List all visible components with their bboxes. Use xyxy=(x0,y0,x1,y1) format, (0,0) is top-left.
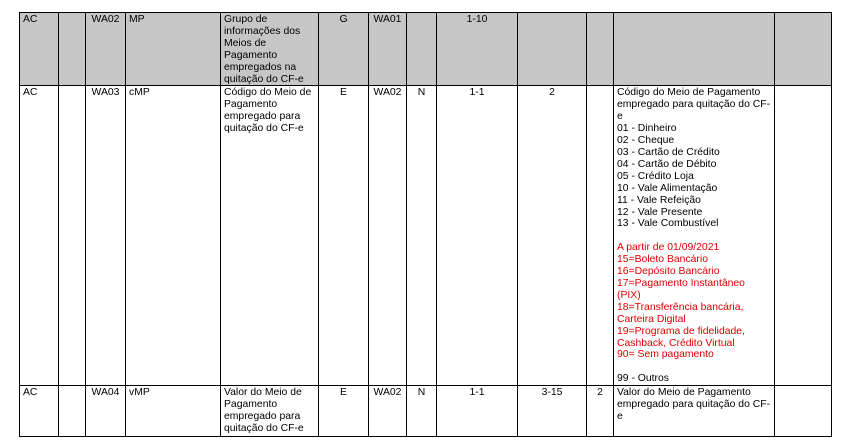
cell-blank xyxy=(59,386,86,437)
cell-observation xyxy=(614,86,775,386)
new-code-item: 19=Programa de fidelidade, Cashback, Crédito Virtual xyxy=(617,325,745,349)
cell-field: vMP xyxy=(126,386,221,437)
new-code-item: 18=Transferência bancária, Carteira Digital xyxy=(617,301,744,325)
cell-extra xyxy=(775,13,832,86)
new-code-item: 15=Boleto Bancário xyxy=(617,254,708,266)
field-spec-table xyxy=(19,12,832,437)
cell-occurrence: 1-1 xyxy=(437,386,518,437)
cell-level: AC xyxy=(20,386,59,437)
code-item: 05 - Crédito Loja xyxy=(617,170,694,182)
cell-level: AC xyxy=(20,13,59,86)
new-codes-header: A partir de 01/09/2021 xyxy=(617,242,720,254)
cell-observation xyxy=(614,13,775,86)
cell-parent: WA02 xyxy=(369,86,407,386)
cell-size: 2 xyxy=(518,86,587,386)
cell-description: Grupo de informações dos Meios de Pagamento empregados na quitação do CF-e xyxy=(221,13,319,86)
code-item: 10 - Vale Alimentação xyxy=(617,182,718,194)
cell-id: WA04 xyxy=(86,386,126,437)
cell-id: WA03 xyxy=(86,86,126,386)
cell-occurrence: 1-1 xyxy=(437,86,518,386)
table-row xyxy=(20,386,832,437)
code-item: 13 - Vale Combustível xyxy=(617,218,719,230)
table-row xyxy=(20,86,832,386)
cell-element: E xyxy=(319,386,369,437)
cell-size: 3-15 xyxy=(518,386,587,437)
obs-intro: Código do Meio de Pagamento empregado para quitação do CF-e xyxy=(617,87,771,123)
cell-observation: Valor do Meio de Pagamento empregado para quitação do CF-e xyxy=(614,386,775,437)
cell-size xyxy=(518,13,587,86)
cell-type: N xyxy=(407,86,437,386)
code-item: 12 - Vale Presente xyxy=(617,206,703,218)
cell-decimals xyxy=(587,13,614,86)
cell-type xyxy=(407,13,437,86)
code-item: 02 - Cheque xyxy=(617,135,675,147)
cell-description: Valor do Meio de Pagamento empregado para quitação do CF-e xyxy=(221,386,319,437)
cell-type: N xyxy=(407,386,437,437)
table-row xyxy=(20,13,832,86)
new-code-item: 17=Pagamento Instantâneo (PIX) xyxy=(617,278,745,301)
cell-extra xyxy=(775,386,832,437)
cell-element: E xyxy=(319,86,369,386)
cell-field: cMP xyxy=(126,86,221,386)
code-item: 11 - Vale Refeição xyxy=(617,194,701,206)
cell-blank xyxy=(59,13,86,86)
code-item: 03 - Cartão de Crédito xyxy=(617,146,720,158)
code-item: 99 - Outros xyxy=(617,373,669,385)
cell-parent: WA02 xyxy=(369,386,407,437)
cell-decimals xyxy=(587,86,614,386)
new-code-item: 90= Sem pagamento xyxy=(617,349,714,361)
code-item: 04 - Cartão de Débito xyxy=(617,158,717,170)
code-item: 01 - Dinheiro xyxy=(617,123,677,135)
cell-level: AC xyxy=(20,86,59,386)
cell-field: MP xyxy=(126,13,221,86)
cell-description: Código do Meio de Pagamento empregado para quitação do CF-e xyxy=(221,86,319,386)
cell-blank xyxy=(59,86,86,386)
cell-parent: WA01 xyxy=(369,13,407,86)
cell-occurrence: 1-10 xyxy=(437,13,518,86)
cell-element: G xyxy=(319,13,369,86)
cell-extra xyxy=(775,86,832,386)
new-code-item: 16=Depósito Bancário xyxy=(617,266,720,278)
cell-decimals: 2 xyxy=(587,386,614,437)
cell-id: WA02 xyxy=(86,13,126,86)
